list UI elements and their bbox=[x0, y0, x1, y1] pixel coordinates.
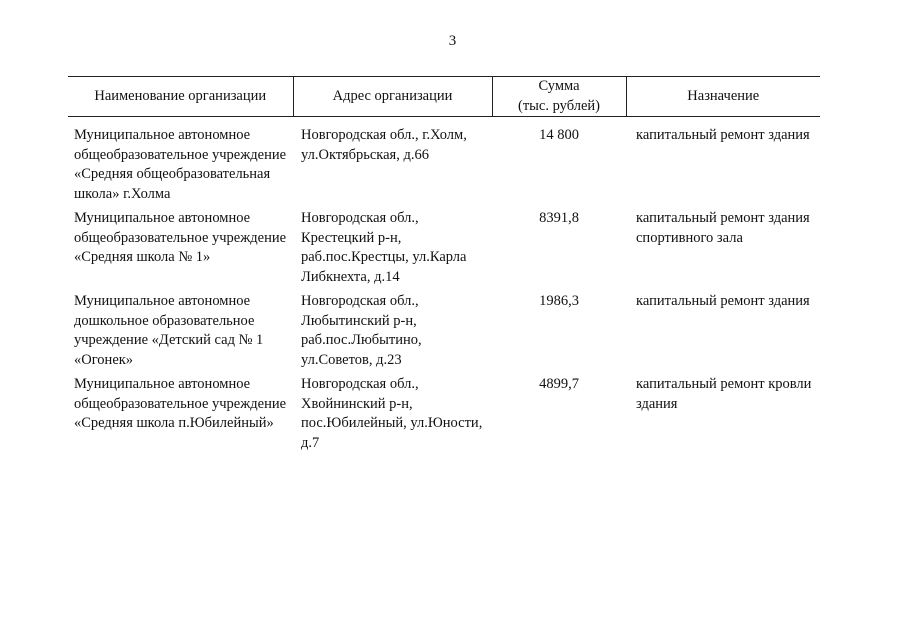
table-row bbox=[68, 209, 820, 292]
org-address-cell: Новгородская обл., Любытинский р-н, раб.пос.Любытино, ул.Советов, д.23 bbox=[301, 293, 422, 368]
org-address-cell: Новгородская обл., г.Холм, ул.Октябрьская, д.66 bbox=[301, 127, 467, 163]
purpose-cell: капитальный ремонт кровли здания bbox=[636, 376, 812, 412]
header-sum: Сумма (тыс. рублей) bbox=[492, 77, 626, 117]
purpose-cell: капитальный ремонт здания bbox=[636, 293, 810, 309]
sum-cell: 14 800 bbox=[539, 127, 579, 143]
page-number: 3 bbox=[448, 33, 457, 49]
sum-cell: 8391,8 bbox=[539, 210, 579, 226]
header-org-name: Наименование организации bbox=[68, 77, 293, 117]
org-name-cell: Муниципальное автономное общеобразовательное учреждение «Средняя школа п.Юбилейный» bbox=[74, 376, 287, 431]
sum-cell: 4899,7 bbox=[539, 376, 579, 392]
org-address-cell: Новгородская обл., Хвойнинский р-н, пос.Юбилейный, ул.Юности, д.7 bbox=[301, 376, 483, 451]
header-purpose: Назначение bbox=[626, 77, 820, 117]
org-address-cell: Новгородская обл., Крестецкий р-н, раб.пос.Крестцы, ул.Карла Либкнехта, д.14 bbox=[301, 210, 467, 285]
funding-table bbox=[68, 76, 820, 458]
org-name-cell: Муниципальное автономное общеобразовательное учреждение «Средняя общеобразовательная школа» г.Холма bbox=[74, 127, 287, 202]
table-row bbox=[68, 375, 820, 458]
header-row bbox=[68, 77, 820, 117]
table-row bbox=[68, 292, 820, 375]
org-name-cell: Муниципальное автономное дошкольное образовательное учреждение «Детский сад № 1 «Огонек» bbox=[74, 293, 264, 368]
purpose-cell: капитальный ремонт здания спортивного зала bbox=[636, 210, 810, 246]
table-row bbox=[68, 117, 820, 210]
header-org-address: Адрес организации bbox=[293, 77, 492, 117]
purpose-cell: капитальный ремонт здания bbox=[636, 127, 810, 143]
org-name-cell: Муниципальное автономное общеобразовательное учреждение «Средняя школа № 1» bbox=[74, 210, 287, 265]
sum-cell: 1986,3 bbox=[539, 293, 579, 309]
table-header bbox=[68, 77, 820, 117]
table-body bbox=[68, 117, 820, 459]
